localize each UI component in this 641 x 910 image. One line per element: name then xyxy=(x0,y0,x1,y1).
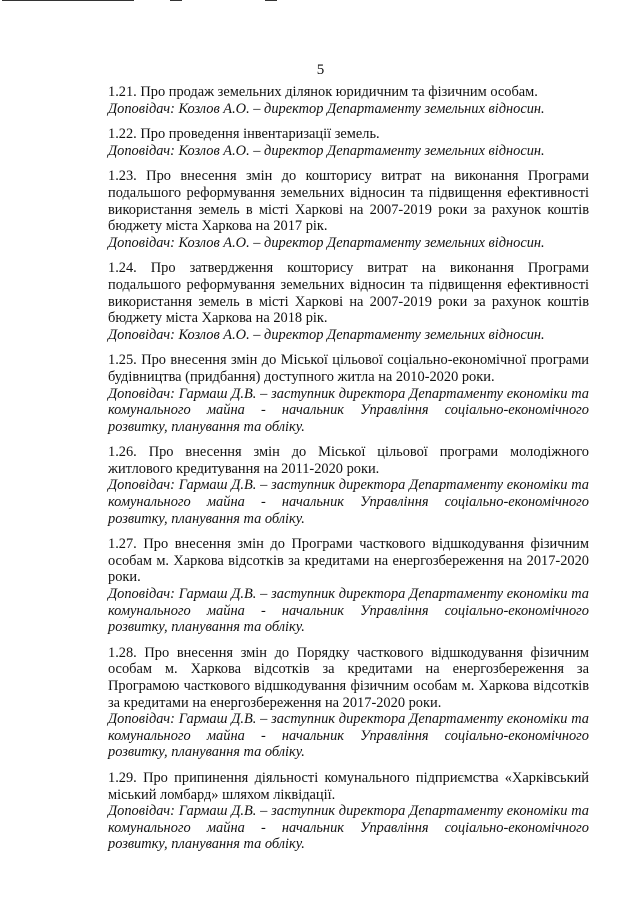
agenda-item-1-29 xyxy=(108,770,589,853)
agenda-item-text: 1.28. Про внесення змін до Порядку часткового відшкодування фізичним особам м. Харкова відсотків за кредитами на енергозбереження за Програмою часткового відшкодування фізичним особам м. Харкова відсотків за кредитами на енергозбереження на 2017-2020 роки. xyxy=(108,644,589,711)
agenda-item-1-28 xyxy=(108,645,589,761)
agenda-item-speaker: Доповідач: Гармаш Д.В. – заступник директора Департаменту економіки та комунального майна - начальник Управління соціально-економічного розвитку, планування та обліку. xyxy=(108,586,589,636)
agenda-item-speaker: Доповідач: Гармаш Д.В. – заступник директора Департаменту економіки та комунального майна - начальник Управління соціально-економічного розвитку, планування та обліку. xyxy=(108,711,589,761)
agenda-item-1-23 xyxy=(108,168,589,251)
agenda-item-text: 1.25. Про внесення змін до Міської цільової соціально-економічної програми будівництва (придбання) доступного житла на 2010-2020 роки. xyxy=(108,352,589,385)
agenda-item-speaker: Доповідач: Гармаш Д.В. – заступник директора Департаменту економіки та комунального майна - начальник Управління соціально-економічного розвитку, планування та обліку. xyxy=(108,803,589,853)
agenda-item-1-25 xyxy=(108,352,589,435)
agenda-item-text: 1.22. Про проведення інвентаризації земель. xyxy=(108,126,380,143)
agenda-item-speaker: Доповідач: Козлов А.О. – директор Департаменту земельних відносин. xyxy=(108,234,545,251)
agenda-item-text: 1.23. Про внесення змін до кошторису витрат на виконання Програми подальшого реформування земельних відносин та підвищення ефективності використання земель в місті Харкові на 2007-2019 роки за рахунок коштів бюджету міста Харкова на 2017 рік. xyxy=(108,168,589,235)
agenda-item-speaker: Доповідач: Козлов А.О. – директор Департаменту земельних відносин. xyxy=(108,142,545,159)
agenda-item-speaker: Доповідач: Гармаш Д.В. – заступник директора Департаменту економіки та комунального майна - начальник Управління соціально-економічного розвитку, планування та обліку. xyxy=(108,385,589,435)
agenda-item-text: 1.29. Про припинення діяльності комунального підприємства «Харківський міський ломбард» шляхом ліквідації. xyxy=(108,769,589,803)
agenda-item-1-27 xyxy=(108,536,589,636)
agenda-list xyxy=(108,84,589,862)
agenda-item-1-21 xyxy=(108,84,589,117)
agenda-item-1-26 xyxy=(108,444,589,527)
agenda-item-text: 1.26. Про внесення змін до Міської цільової програми молодіжного житлового кредитування на 2011-2020 роки. xyxy=(108,444,589,477)
page-number: 5 xyxy=(316,62,325,78)
agenda-item-1-24 xyxy=(108,260,589,343)
agenda-item-text: 1.24. Про затвердження кошторису витрат на виконання Програми подальшого реформування земельних відносин та підвищення ефективності використання земель в місті Харкові на 2007-2019 роки за рахунок коштів бюджету міста Харкова на 2018 рік. xyxy=(108,260,589,327)
agenda-item-text: 1.21. Про продаж земельних ділянок юридичним та фізичним особам. xyxy=(108,84,538,100)
agenda-item-speaker: Доповідач: Гармаш Д.В. – заступник директора Департаменту економіки та комунального майна - начальник Управління соціально-економічного розвитку, планування та обліку. xyxy=(108,477,589,527)
scan-artifact-line xyxy=(2,0,134,1)
scan-artifact-line xyxy=(265,0,277,1)
agenda-item-1-22 xyxy=(108,126,589,159)
agenda-item-text: 1.27. Про внесення змін до Програми часткового відшкодування фізичним особам м. Харкова відсотків за кредитами на енергозбереження на 2017-2020 роки. xyxy=(108,536,589,586)
scan-artifact-line xyxy=(170,0,182,1)
agenda-item-speaker: Доповідач: Козлов А.О. – директор Департаменту земельних відносин. xyxy=(108,326,545,343)
agenda-item-speaker: Доповідач: Козлов А.О. – директор Департаменту земельних відносин. xyxy=(108,100,545,117)
